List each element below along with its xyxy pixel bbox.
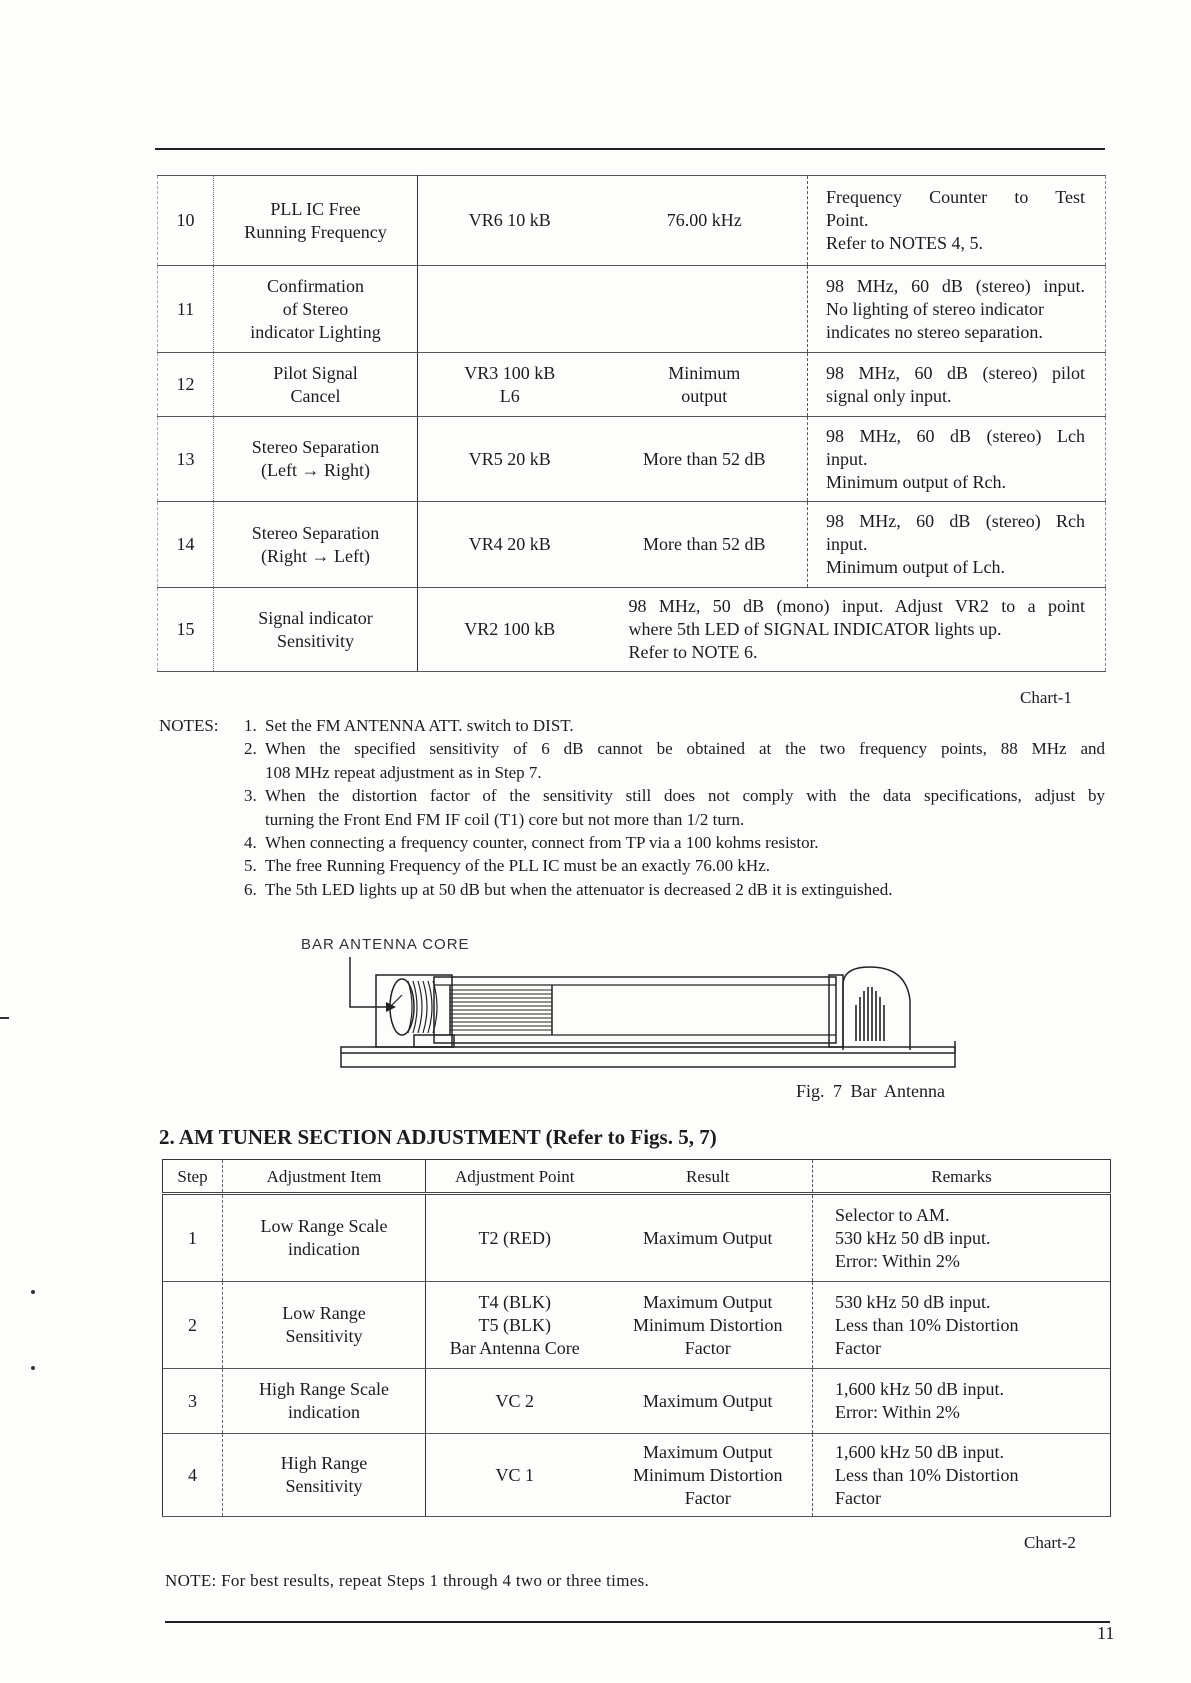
column-header: Result: [604, 1160, 813, 1194]
step-number-cell: 1: [163, 1194, 223, 1282]
remarks-line: Error: Within 2%: [835, 1250, 960, 1271]
adjustment-point-line: L6: [499, 385, 520, 406]
remarks-line: Less than 10% Distortion: [835, 1464, 1019, 1485]
table-header-row: [163, 1160, 1111, 1194]
adjustment-item-line: indicator Lighting: [250, 321, 381, 342]
scan-speck: [31, 1290, 35, 1294]
adjustment-point-line: T4 (BLK): [478, 1291, 551, 1312]
notes-label: NOTES:: [159, 716, 219, 735]
chart-1-caption: Chart-1: [1020, 688, 1072, 707]
remarks-line: Factor: [835, 1487, 881, 1508]
result-cell: [604, 1434, 813, 1517]
adjustment-item-cell: [214, 588, 418, 672]
chart-2-caption: Chart-2: [1024, 1533, 1076, 1552]
adjustment-item-cell: [214, 353, 418, 417]
adjustment-item-cell: [223, 1194, 426, 1282]
bar-antenna-core-label: BAR ANTENNA CORE: [301, 936, 470, 953]
adjustment-item-line: PLL IC Free: [270, 198, 361, 219]
remarks-line: Minimum output of Rch.: [826, 471, 1006, 492]
adjustment-item-line: Stereo Separation: [251, 522, 380, 543]
step-number-cell: 10: [158, 176, 214, 266]
result-cell: [602, 502, 808, 588]
adjustment-item-line: Sensitivity: [285, 1326, 363, 1346]
result-cell: [602, 353, 808, 417]
result-line: Minimum: [668, 362, 741, 383]
remarks-line: 530 kHz 50 dB input.: [835, 1291, 991, 1312]
adjustment-point-line: VR3 100 kB: [464, 362, 556, 383]
result-cell: [604, 1194, 813, 1282]
adjustment-item-line: Pilot Signal: [273, 362, 358, 383]
adjustment-point-cell: [418, 588, 602, 672]
figure-caption: Fig. 7 Bar Antenna: [796, 1081, 945, 1101]
result-line: More than 52 dB: [643, 448, 766, 469]
result-line: 76.00 kHz: [666, 210, 742, 230]
column-header: Adjustment Item: [223, 1160, 426, 1194]
note-line: When connecting a frequency counter, connect from TP via a 100 kohms resistor.: [265, 833, 819, 853]
antenna-coil-windings: [408, 981, 437, 1033]
adjustment-item-line: High Range Scale: [259, 1379, 389, 1399]
result-cell: [604, 1369, 813, 1434]
note-item: [244, 878, 1105, 901]
remarks-line: Minimum output of Lch.: [826, 557, 1005, 577]
end-cap-ridges: [856, 987, 884, 1041]
adjustment-point-cell: [418, 353, 602, 417]
table-row: [158, 502, 1106, 588]
note-line: When the distortion factor of the sensitivity still does not comply with the data specifications, adjust by: [265, 786, 1105, 806]
remarks-cell: [813, 1194, 1111, 1282]
result-line: Maximum Output: [643, 1441, 773, 1462]
result-cell: [604, 1282, 813, 1369]
remarks-line: Frequency Counter to Test: [826, 187, 1085, 207]
remarks-line: input.: [826, 534, 868, 554]
remarks-line: 530 kHz 50 dB input.: [835, 1227, 991, 1248]
column-header: Remarks: [813, 1160, 1111, 1194]
remarks-line: Less than 10% Distortion: [835, 1314, 1019, 1335]
adjustment-item-line: of Stereo: [282, 298, 349, 319]
step-number-cell: 3: [163, 1369, 223, 1434]
table-row: [158, 417, 1106, 502]
adjustment-point-cell: [418, 176, 602, 266]
adjustment-item-cell: [214, 502, 418, 588]
step-number-cell: 13: [158, 417, 214, 502]
remarks-line: indicates no stereo separation.: [826, 321, 1043, 342]
note-number: 2.: [244, 739, 257, 759]
result-remarks-cell: [602, 588, 1106, 672]
note-line: The 5th LED lights up at 50 dB but when the attenuator is decreased 2 dB it is extinguished.: [265, 879, 893, 899]
remarks-line: Refer to NOTE 6.: [628, 642, 758, 662]
remarks-cell: [813, 1434, 1111, 1517]
adjustment-point-cell: [418, 417, 602, 502]
note-number: 5.: [244, 856, 257, 876]
adjustment-point-line: T5 (BLK): [478, 1314, 551, 1335]
remarks-line: 98 MHz, 60 dB (stereo) input.: [826, 275, 1085, 296]
remarks-line: Refer to NOTES 4, 5.: [826, 233, 983, 253]
result-line: Minimum Distortion: [632, 1464, 783, 1485]
table-row: [163, 1434, 1111, 1517]
remarks-cell: [808, 176, 1106, 266]
remarks-line: where 5th LED of SIGNAL INDICATOR lights up.: [628, 619, 1002, 639]
remarks-line: 98 MHz, 60 dB (stereo) Rch: [826, 511, 1085, 531]
column-header: Step: [163, 1160, 223, 1194]
adjustment-point-cell: [426, 1434, 604, 1517]
note-line: The free Running Frequency of the PLL IC must be an exactly 76.00 kHz.: [265, 856, 770, 876]
table-row: [158, 176, 1106, 266]
remarks-cell: [808, 266, 1106, 353]
remarks-line: input.: [826, 448, 868, 469]
note-text: [265, 714, 1105, 737]
note-text: [265, 784, 1105, 831]
adjustment-item-cell: [223, 1369, 426, 1434]
bobbin-hatching: [450, 990, 552, 1030]
remarks-cell: [808, 502, 1106, 588]
bottom-rule: [165, 1621, 1110, 1623]
note-item: [244, 784, 1105, 831]
remarks-cell: [813, 1369, 1111, 1434]
bar-antenna-figure: [330, 955, 970, 1080]
step-number-cell: 11: [158, 266, 214, 353]
remarks-line: No lighting of stereo indicator: [826, 298, 1044, 319]
adjustment-item-cell: [223, 1434, 426, 1517]
remarks-line: 98 MHz, 60 dB (stereo) Lch: [826, 425, 1085, 446]
remarks-line: 1,600 kHz 50 dB input.: [835, 1441, 1004, 1462]
page-number: 11: [1097, 1623, 1115, 1643]
remarks-line: Error: Within 2%: [835, 1402, 960, 1422]
antenna-core-arrow-shaft: [390, 995, 402, 1007]
remarks-line: Selector to AM.: [835, 1204, 950, 1225]
adjustment-point-line: VR5 20 kB: [468, 448, 551, 469]
result-line: Factor: [684, 1487, 731, 1508]
leader-line: [350, 957, 390, 1007]
adjustment-point-line: T2 (RED): [478, 1227, 551, 1248]
adjustment-item-line: Cancel: [290, 385, 341, 406]
adjustment-item-line: (Left → Right): [261, 460, 370, 480]
note-text: [265, 854, 1105, 877]
adjustment-point-cell: [426, 1369, 604, 1434]
step-number-cell: 14: [158, 502, 214, 588]
note-number: 1.: [244, 716, 257, 735]
note-item: [244, 854, 1105, 877]
adjustment-item-cell: [214, 266, 418, 353]
remarks-line: Point.: [826, 210, 869, 230]
note-line: turning the Front End FM IF coil (T1) core but not more than 1/2 turn.: [265, 809, 745, 829]
note-number: 4.: [244, 833, 257, 853]
adjustment-item-cell: [214, 176, 418, 266]
chassis-base-plate: [341, 1047, 955, 1067]
remarks-cell: [808, 353, 1106, 417]
adjustment-item-line: (Right → Left): [261, 545, 370, 566]
note-line: When the specified sensitivity of 6 dB cannot be obtained at the two frequency points, 88 MHz and: [265, 739, 1105, 759]
note-text: [265, 737, 1105, 784]
adjustment-item-line: High Range: [280, 1453, 368, 1473]
remarks-line: 98 MHz, 50 dB (mono) input. Adjust VR2 to a point: [628, 596, 1085, 616]
adjustment-item-line: indication: [288, 1239, 360, 1259]
note-number: 6.: [244, 879, 257, 899]
step-number-cell: 12: [158, 353, 214, 417]
adjustment-item-line: Running Frequency: [244, 221, 387, 242]
am-table-body: [163, 1194, 1111, 1517]
step-number-cell: 4: [163, 1434, 223, 1517]
adjustment-item-line: Signal indicator: [258, 607, 373, 628]
remarks-line: signal only input.: [826, 385, 952, 406]
adjustment-point-cell: [426, 1282, 604, 1369]
adjustment-item-line: Stereo Separation: [251, 437, 380, 457]
result-line: Maximum Output: [643, 1390, 773, 1411]
adjustment-item-line: Low Range Scale: [260, 1216, 388, 1236]
note-text: [265, 878, 1105, 901]
note-text: [265, 831, 1105, 854]
result-line: Factor: [684, 1337, 731, 1358]
note-item: [244, 714, 1105, 737]
table-row: [158, 588, 1106, 672]
note-number: 3.: [244, 786, 257, 806]
step-number-cell: 2: [163, 1282, 223, 1369]
table-row: [163, 1369, 1111, 1434]
adjustment-item-line: Sensitivity: [276, 630, 354, 651]
adjustment-point-cell: [426, 1194, 604, 1282]
table-row: [158, 353, 1106, 417]
adjustment-item-line: Confirmation: [267, 275, 364, 296]
adjustment-point-line: Bar Antenna Core: [449, 1337, 580, 1358]
result-line: Maximum Output: [643, 1291, 773, 1312]
result-cell: [602, 417, 808, 502]
note-line: Set the FM ANTENNA ATT. switch to DIST.: [265, 716, 574, 735]
adjustment-point-cell: [418, 266, 602, 353]
adjustment-point-cell: [418, 502, 602, 588]
remarks-line: 1,600 kHz 50 dB input.: [835, 1379, 1004, 1399]
am-section-heading: 2. AM TUNER SECTION ADJUSTMENT (Refer to Figs. 5, 7): [159, 1125, 717, 1149]
adjustment-point-line: VR6 10 kB: [468, 210, 551, 230]
adjustment-point-line: VR2 100 kB: [464, 619, 556, 639]
fm-adjustment-table-continued: [157, 175, 1106, 672]
result-cell: [602, 176, 808, 266]
scan-speck: [0, 1017, 9, 1019]
remarks-cell: [813, 1282, 1111, 1369]
remarks-cell: [808, 417, 1106, 502]
result-line: output: [681, 385, 728, 406]
adjustment-point-line: VC 2: [495, 1390, 534, 1411]
note-line: 108 MHz repeat adjustment as in Step 7.: [265, 762, 542, 782]
table-row: [158, 266, 1106, 353]
am-section-note: NOTE: For best results, repeat Steps 1 through 4 two or three times.: [165, 1571, 650, 1590]
top-rule: [155, 148, 1105, 150]
step-number-cell: 15: [158, 588, 214, 672]
adjustment-item-line: indication: [288, 1402, 360, 1422]
adjustment-item-line: Sensitivity: [285, 1476, 363, 1496]
note-item: [244, 737, 1105, 784]
table-row: [163, 1282, 1111, 1369]
notes-list: [244, 714, 1105, 901]
fm-table-body: [158, 176, 1106, 672]
adjustment-item-line: Low Range: [282, 1303, 366, 1323]
remarks-line: Factor: [835, 1337, 881, 1358]
leader-arrowhead: [386, 1002, 396, 1012]
result-line: Maximum Output: [643, 1227, 773, 1248]
adjustment-item-cell: [214, 417, 418, 502]
result-line: Minimum Distortion: [632, 1314, 783, 1335]
column-header: Adjustment Point: [426, 1160, 604, 1194]
adjustment-item-cell: [223, 1282, 426, 1369]
remarks-line: 98 MHz, 60 dB (stereo) pilot: [826, 362, 1085, 383]
table-row: [163, 1194, 1111, 1282]
scan-speck: [31, 1366, 35, 1370]
result-line: More than 52 dB: [643, 534, 766, 554]
adjustment-point-line: VR4 20 kB: [468, 534, 551, 554]
adjustment-point-line: VC 1: [495, 1464, 534, 1485]
am-adjustment-table: [162, 1159, 1111, 1517]
result-cell: [602, 266, 808, 353]
note-item: [244, 831, 1105, 854]
